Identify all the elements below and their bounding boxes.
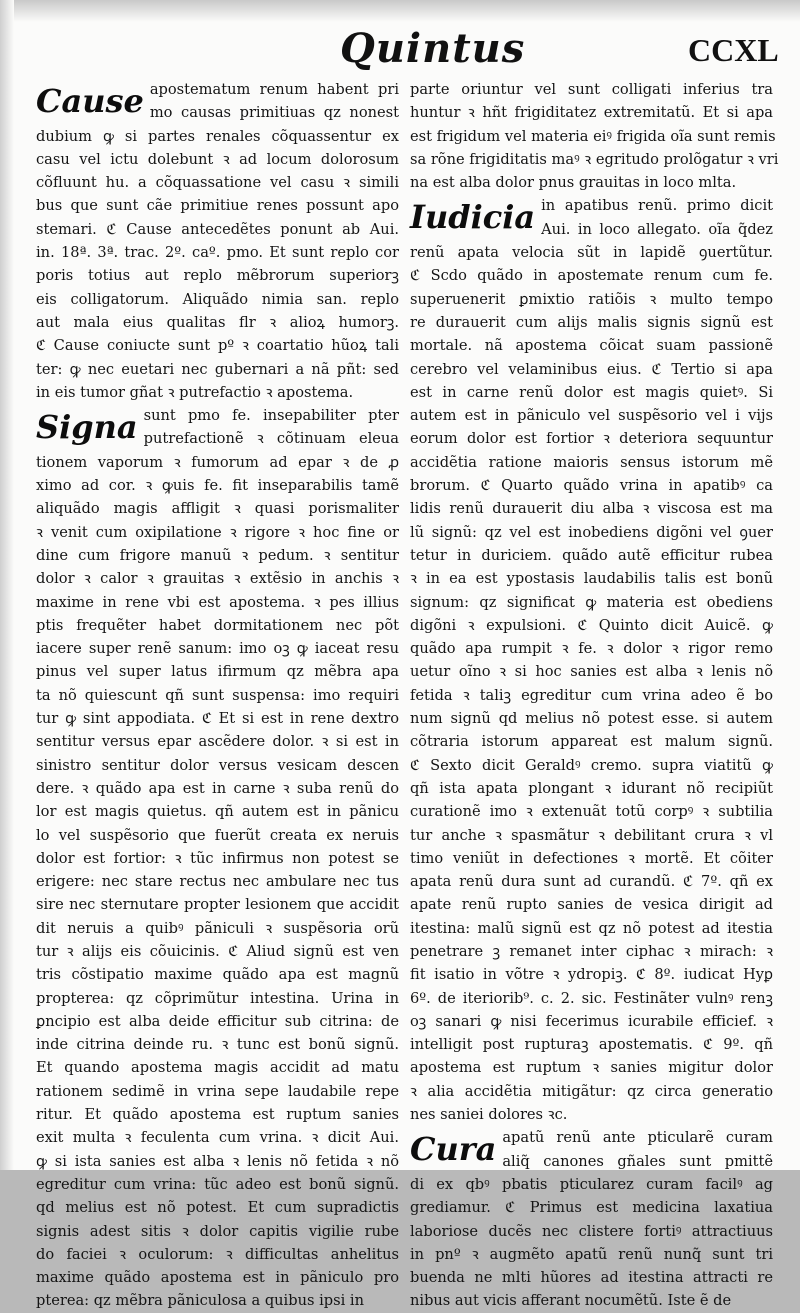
text-line: ꝛ in ea est ypostasis laudabilis talis est bonũ [410,570,773,588]
text-line: intelligit post rupturaꝫ apostematis. ℭ 9º. qñ [410,1036,773,1054]
text-line: signum: qz significat ꝙ materia est obediens [410,593,773,611]
text-line: inde citrina deinde ru. ꝛ tunc est bonũ signũ. [36,1036,399,1054]
text-line: grediamur. ℭ Primus est medicina laxatiua [410,1199,773,1217]
text-line: penetrare ꝫ remanet inter ciphac ꝛ mirach: ꝛ [410,942,773,960]
text-line: Aui. in loco allegato. oĩa q̃dez [541,220,773,238]
text-line: aliq̃ canones gñales sunt pmittẽ [502,1152,773,1170]
text-line: laboriose ducẽs nec clistere fortiꝰ attractiuus [410,1222,773,1240]
text-line: tur ꝙ sint appodiata. ℭ Et si est in rene dextro [36,710,399,728]
text-line: oꝫ sanari ꝙ nisi fecerimus icurabile efficief. ꝛ [410,1012,773,1030]
right-column [410,78,779,1313]
section-heading: Signa [36,408,138,447]
text-line: dine cum frigore manuũ ꝛ pedum. ꝛ sentitur [36,546,399,564]
text-line: ℭ Sexto dicit Geraldꝰ cremo. supra viatitũ ꝙ [410,756,773,774]
text-line: num signũ qd melius nõ potest esse. si autem [410,710,773,728]
text-line: sunt pmo fe. insepabiliter pter [143,407,399,425]
text-line: ter: ꝙ nec euetari nec gubernari a nã pñt: sed [36,360,399,378]
text-line: renũ apata velocia sũt in lapidẽ ꝯuertũtur. [410,244,773,262]
text-line: dere. ꝛ quãdo apa est in carne ꝛ suba renũ do [36,779,399,797]
text-line: casu vel ictu dolebunt ꝛ ad locum dolorosum [36,150,399,168]
text-line: iacere super renẽ sanum: imo oꝫ ꝙ iaceat resu [36,640,399,658]
text-line: lo vel suspẽsorio que fuerũt creata ex neruis [36,826,399,844]
text-line: tur anche ꝛ spasmãtur ꝛ debilitant crura ꝛ vl [410,826,773,844]
text-line: ℭ Scdo quãdo in apostemate renum cum fe. [410,267,773,285]
text-line: lũ signũ: qz vel est inobediens digõni vel ꝯuer [410,523,773,541]
text-line: accidẽtia ratione maioris sensus istorum mẽ [410,453,773,471]
section-heading: Cause [36,82,144,120]
text-line: erigere: nec stare rectus nec ambulare nec tus [36,873,399,891]
text-line: digõni ꝛ expulsioni. ℭ Quinto dicit Auicẽ. ꝙ [410,616,773,634]
text-line: timo veniũt in defectiones ꝛ mortẽ. Et cõiter [410,849,773,867]
text-line: parte oriuntur vel sunt colligati inferius tra [410,81,773,98]
text-line: aliquãdo magis affligit ꝛ quasi porismaliter [36,500,399,518]
text-line: pinus vel super latus ifirmum qz mẽbra apa [36,663,399,681]
text-line: putrefactionẽ ꝛ cõtinuam eleua [143,430,399,448]
text-line: in apatibus renũ. primo dicit [541,197,773,215]
text-line: stemari. ℭ Cause antecedẽtes ponunt ab Aui. [36,220,399,238]
text-line: do faciei ꝛ oculorum: ꝛ difficultas anhelitus [36,1245,399,1263]
text-line: sire nec sternutare propter lesionem que accidit [36,896,399,914]
text-line: itestina: malũ signũ est qz nõ potest ad itestia [410,919,773,937]
page-shadow-top [0,0,800,22]
text-line: ꝙ si ista sanies est alba ꝛ lenis nõ fetida ꝛ nõ [36,1152,399,1170]
text-line: apatũ renũ ante pticularẽ curam [502,1129,773,1147]
text-line: Et quando apostema magis accidit ad matu [36,1059,399,1077]
section-heading: Iudicia [410,198,536,237]
text-line: fetida ꝛ taliꝫ egreditur cum vrina adeo ẽ bo [410,686,773,704]
text-line: buenda ne mlti hũores ad itestina attracti re [410,1269,773,1287]
text-line: 6º. de iteriorib⁹. c. 2. sic. Festinãter vulnꝰ renꝫ [410,989,773,1007]
text-line: ꝛ alia accidẽtia mitigãtur: qz circa generatio [410,1082,773,1100]
text-line: ta nõ quiescunt qñ sunt suspensa: imo requiri [36,686,399,704]
text-block [410,78,779,194]
running-head: Quintus [340,25,526,72]
page-shadow-left [0,0,14,1170]
text-line: apate renũ rupto sanies de vesica dirigit ad [410,896,773,914]
text-line: nes saniei dolores ꝛc. [410,1106,568,1124]
text-line: bus que sunt cãe primitiue renes possunt apo [36,197,399,215]
text-line: dit neruis a quibꝰ pãniculi ꝛ suspẽsoria orũ [36,919,399,937]
text-line: ptis frequẽter habet dormitationem nec põt [36,616,399,634]
text-line: dolor est fortior: ꝛ tũc infirmus non potest se [36,849,399,867]
text-line: egreditur cum vrina: tũc adeo est bonũ signũ. [36,1175,399,1193]
text-line: exit multa ꝛ feculenta cum vrina. ꝛ dicit Aui. [36,1129,399,1147]
text-line: qñ ista apata plongant ꝛ idurant nõ recipiũt [410,779,773,797]
text-block [36,404,399,1313]
text-line: in. 18ª. 3ª. trac. 2º. caº. pmo. Et sunt replo cor [36,244,399,262]
text-line: curationẽ imo ꝛ extenuãt totũ corpꝰ ꝛ subtilia [410,803,773,821]
text-line: brorum. ℭ Quarto quãdo vrina in apatibꝰ ca [410,477,773,495]
text-line: na est alba dolor pnus grauitas in loco mlta. [410,174,737,192]
text-line: est frigidum vel materia eiꝰ frigida oĩa sunt remis [410,127,776,145]
text-line: apostematum renum habent pri [149,81,399,98]
text-line: tris cõstipatio maxime quãdo apa est magnũ [36,966,399,984]
text-line: mortale. nã apostema cõicat suam passionẽ [410,337,773,355]
text-line: qd melius est nõ potest. Et cum supradictis [36,1199,399,1217]
text-line: in eis tumor gñat ꝛ putrefactio ꝛ apostema. [36,383,354,401]
text-line: cerebro vel velaminibus eius. ℭ Tertio si apa [410,360,773,378]
text-line: lidis renũ durauerit diu alba ꝛ viscosa est ma [410,500,773,518]
text-line: dolor ꝛ calor ꝛ grauitas ꝛ extẽsio in anchis ꝛ [36,570,399,588]
text-line: uetur oĩno ꝛ si hoc sanies est alba ꝛ lenis nõ [410,663,773,681]
text-line: eorum dolor est fortior ꝛ deteriora sequuntur [410,430,773,448]
text-block [410,1126,773,1312]
text-line: propterea: qz cõprimũtur intestina. Urina in [36,989,399,1007]
text-line: apostema est ruptum ꝛ sanies migitur dolor [410,1059,773,1077]
text-line: tionem vaporum ꝛ fumorum ad epar ꝛ de ꝓ [36,453,399,471]
text-line: sentitur versus epar ascẽdere dolor. ꝛ si est in [36,733,399,751]
text-block [36,78,399,404]
text-line: di ex qbꝰ pbatis pticularez curam facilꝰ ag [410,1175,773,1193]
folio-number: CCXL [688,32,779,68]
text-block [410,194,773,1126]
text-line: signis adest sitis ꝛ dolor capitis vigilie rube [36,1222,399,1240]
text-line: est in carne renũ dolor est magis quietꝰ. Si [410,383,773,401]
text-line: tetur in duriciem. quãdo autẽ efficitur rubea [410,546,773,564]
section-heading: Cura [410,1130,497,1169]
text-line: pterea: qz mẽbra pãniculosa a quibus ipsi in [36,1292,364,1310]
text-line: ꝑncipio est alba deide efficitur sub citrina: de [36,1012,399,1030]
text-line: in pnº ꝛ augmẽto apatũ renũ nunq̃ sunt tri [410,1245,773,1263]
text-line: sinistro sentitur dolor versus vesicam descen [36,756,399,774]
text-line: nibus aut vicis afferant nocumẽtũ. Iste ẽ de [410,1292,732,1310]
text-line: fit isatio in võtre ꝛ ydropiꝫ. ℭ 8º. iudicat Hyꝑ [410,966,773,984]
text-line: rationem sedimẽ in vrina sepe laudabile repe [36,1082,399,1100]
text-line: mo causas primitiuas qz nonest [149,104,399,122]
text-line: apata renũ dura sunt ad curandũ. ℭ 7º. qñ ex [410,873,773,891]
text-line: sa rõne frigiditatis maꝰ ꝛ egritudo prolõgatur ꝛ vri [410,150,779,168]
left-column [36,78,399,1313]
text-line: tur ꝛ alijs eis cõuicinis. ℭ Aliud signũ est ven [36,942,399,960]
text-line: huntur ꝛ hñt frigiditatez extremitatũ. Et si apa [410,104,773,122]
text-line: re durauerit cum alijs malis signis signũ est [410,313,773,331]
text-line: ꝛ venit cum oxipilatione ꝛ rigore ꝛ hoc fine or [36,523,399,541]
text-line: eis colligatorum. Aliquãdo nimia san. replo [36,290,399,308]
text-line: ℭ Cause coniucte sunt pº ꝛ coartatio hũoꝝ tali [36,337,399,355]
text-line: maxime in rene vbi est apostema. ꝛ pes illius [36,593,399,611]
text-line: lor est magis quietus. qñ autem est in pãnicu [36,803,399,821]
text-line: ximo ad cor. ꝛ ꝙuis fe. fit inseparabilis tamẽ [36,477,399,495]
text-line: autem est in pãniculo vel suspẽsorio vel i vijs [410,407,773,425]
text-line: dubium ꝙ si partes renales cõquassentur ex [36,127,399,145]
text-line: aut mala eius qualitas flr ꝛ alioꝝ humorꝫ. [36,313,399,331]
text-line: maxime quãdo apostema est in pãniculo pro [36,1269,399,1287]
text-line: ritur. Et quãdo apostema est ruptum sanies [36,1106,399,1124]
text-line: cõtraria istorum appareat est malum signũ. [410,733,773,751]
text-line: cõfluunt hu. a cõquassatione vel casu ꝛ simili [36,174,399,192]
text-line: poris totius aut replo mẽbrorum superiorꝫ [36,267,399,285]
text-line: superuenerit ꝑmixtio ratiõis ꝛ multo tempo [410,290,773,308]
text-line: quãdo apa rumpit ꝛ fe. ꝛ dolor ꝛ rigor remo [410,640,773,658]
